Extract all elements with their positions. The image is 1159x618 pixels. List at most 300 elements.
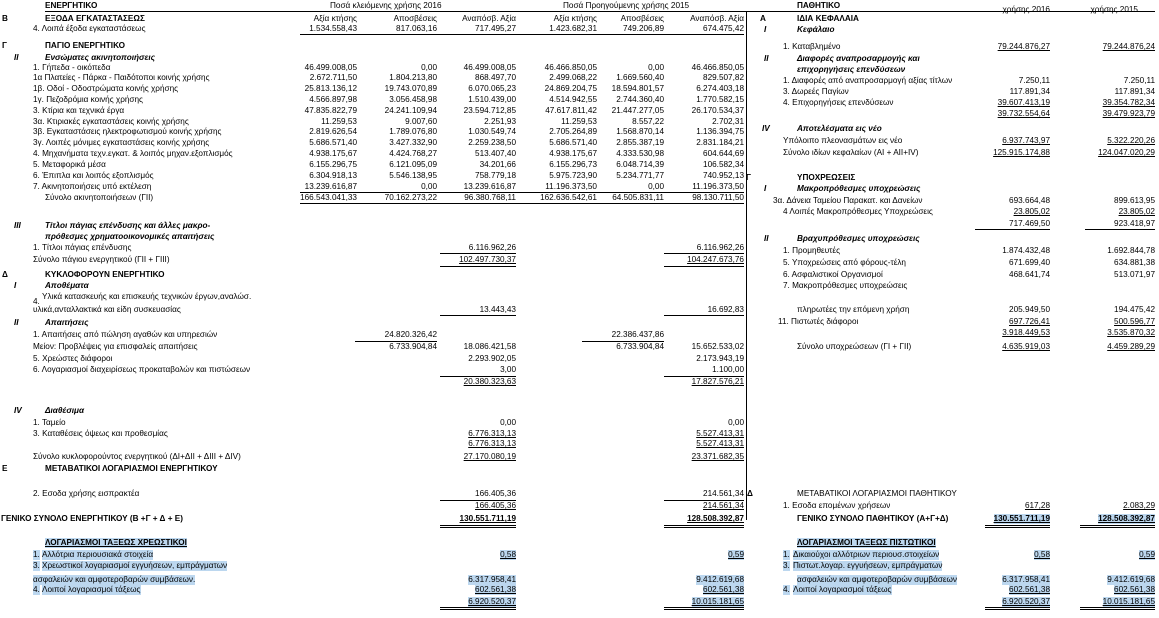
row-label: 1α Πλατείες - Πάρκα - Παιδότοποι κοινής χρήσης [33,73,210,82]
amount-cell: 693.664,48 [1009,196,1050,205]
row-number: 3. [783,561,790,570]
row-label: υλικά,ανταλλακτικά και είδη συσκευασίας [33,305,181,314]
amount-cell: 749.206,89 [623,24,664,33]
row-label: 1. Γήπεδα - οικόπεδα [33,63,111,72]
amount-cell: 740.952,13 [703,171,744,180]
amount-cell: 39.607.413,19 [997,98,1050,107]
column-header: Αξία κτήσης [553,14,597,23]
amount-cell: 0,00 [421,182,437,191]
amount-cell: 6.121.095,09 [389,160,437,169]
grand-total-label: ΓΕΝΙΚΟ ΣΥΝΟΛΟ ΕΝΕΡΓΗΤΙΚΟΥ (Β +Γ + Δ + Ε) [1,514,183,523]
amount-cell: 6.733.904,84 [616,342,664,351]
amount-cell: 3.427.332,90 [389,138,437,147]
rule [355,341,437,342]
amount-cell: 23.594.712,85 [463,106,516,115]
row-label: 1. Προμηθευτές [783,246,841,255]
row-label: 7. Μακροπρόθεσμες υποχρεώσεις [783,281,908,290]
rule [664,525,744,526]
row-label: 3γ. Λοιπές μόνιμες εγκαταστάσεις κοινής χρήσης [33,138,210,147]
row-label: 2. Εσοδα χρήσης εισπρακτέα [33,489,140,498]
row-label: 3α. Δάνεια Ταμείου Παρακατ. και Δανείων [773,196,923,205]
row-label: 11. Πιστωτές διάφοροι [778,317,859,326]
rule [440,609,516,610]
amount-cell: 2.083,29 [1123,501,1155,510]
roman-numeral: Ι [14,281,17,290]
row-number: 1. [33,550,40,559]
amount-cell: 2.744.360,40 [616,95,664,104]
amount-cell: 24.241.109,94 [384,106,437,115]
row-label: Υπόλοιπο πλεονασμάτων εις νέο [783,136,903,145]
row-label: 5. Υποχρεώσεις από φόρους-τέλη [783,258,906,267]
amount-cell: 96.380.768,11 [464,193,516,202]
rule [440,500,516,501]
amount-cell: 4.459.289,29 [1107,342,1155,351]
amount-cell: 46.499.008,05 [463,63,516,72]
amount-cell: 0,00 [648,63,664,72]
amount-cell: 46.466.850,05 [544,63,597,72]
amount-cell: 162.636.542,61 [540,193,597,202]
amount-cell: 758.779,18 [475,171,516,180]
amount-cell: 717.469,50 [1009,219,1050,228]
amount-cell: 20.380.323,63 [463,377,516,386]
header-rule [45,11,1155,12]
amount-cell: 7.250,11 [1123,76,1155,85]
amount-cell: 817.063,16 [396,24,437,33]
amount-cell: 46.499.008,05 [304,63,357,72]
row-label: 7. Ακινητοποιήσεις υπό εκτέλεση [33,182,152,191]
row-label: Χρεωστικοί λογαριασμοί εγγυήσεων, εμπράγματων [42,561,228,570]
amount-cell: 2.705.264,89 [549,127,597,136]
amount-cell: 0,00 [421,63,437,72]
amount-cell: 6.317.958,41 [468,575,516,584]
subsection-title: Ενσώματες ακινητοποιήσεις [45,53,156,62]
subsection-title: Κεφάλαιο [797,25,835,34]
amount-cell: 513.407,40 [475,149,516,158]
section-title: ΙΔΙΑ ΚΕΦΑΛΑΙΑ [797,14,859,23]
subsection-title: Τίτλοι πάγιας επένδυσης και άλλες μακρο- [45,221,211,230]
grand-total-label: ΓΕΝΙΚΟ ΣΥΝΟΛΟ ΠΑΘΗΤΙΚΟΥ (Α+Γ+Δ) [797,514,949,523]
amount-cell: 3,00 [500,365,516,374]
row-label: Σύνολο ακινητοποιήσεων (ΓΙΙ) [45,193,154,202]
amount-cell: 2.173.943,19 [696,354,744,363]
amount-cell: 2.251,93 [484,117,516,126]
rule [975,229,1050,230]
row-label: ασφαλειών και αμφοτεροβαρών συμβάσεων [797,575,958,584]
row-label: Μείον: Προβλέψεις για επισφαλείς απαιτήσεις [33,342,198,351]
subsection-title: πρόθεσμες χρηματοοικονομικές απαιτήσεις [45,232,215,241]
row-number: 3. [33,561,40,570]
rule [664,500,744,501]
column-header: Αποσβέσεις [620,14,664,23]
period-2016-label: Ποσά κλειόμενης χρήσης 2016 [330,1,442,10]
row-label: 1. Απαιτήσεις από πώληση αγαθών και υπηρεσιών [33,330,218,339]
amount-cell: 1.423.682,31 [549,24,597,33]
amount-cell: 697.726,41 [1009,317,1050,326]
amount-cell: 2.855.387,19 [616,138,664,147]
amount-cell: 1.770.582,15 [696,95,744,104]
row-label: 1. Ταμείο [33,418,66,427]
amount-cell: 829.507,82 [703,73,744,82]
amount-cell: 0,00 [728,418,744,427]
amount-cell: 13.443,43 [479,305,516,314]
amount-cell: 4.566.897,98 [309,95,357,104]
amount-cell: 0,58 [1034,550,1050,559]
amount-cell: 2.259.238,50 [468,138,516,147]
memo-title: ΛΟΓΑΡΙΑΣΜΟΙ ΤΑΞΕΩΣ ΧΡΕΩΣΤΙΚΟΙ [45,538,187,547]
amount-cell: 1.510.439,00 [468,95,516,104]
rule [300,34,744,35]
amount-cell: 46.466.850,05 [691,63,744,72]
amount-cell: 0,59 [728,550,744,559]
section-letter: Β [2,14,8,23]
amount-cell: 1.669.560,40 [616,73,664,82]
amount-cell: 923.418,97 [1114,219,1155,228]
amount-cell: 2.831.184,21 [696,138,744,147]
amount-cell: 98.130.711,50 [692,193,744,202]
amount-cell: 27.170.080,19 [463,452,516,461]
grand-total-amount: 128.508.392,87 [1098,514,1155,523]
rule [985,609,1050,610]
amount-cell: 5.686.571,40 [549,138,597,147]
subsection-title: επιχορηγήσεις επενδύσεων [797,65,906,74]
amount-cell: 7.250,11 [1018,76,1050,85]
amount-cell: 6.776.313,13 [468,439,516,448]
subsection-title: Διαφορές αναπροσαρμογής και [797,54,920,63]
amount-cell: 17.827.576,21 [691,377,744,386]
amount-cell: 124.047.020,29 [1098,148,1155,157]
amount-cell: 617,28 [1024,501,1050,510]
amount-cell: 11.259,53 [561,117,597,126]
amount-cell: 21.447.277,05 [611,106,664,115]
rule [300,192,744,193]
rule [664,315,744,316]
grand-total-amount: 130.551.711,19 [993,514,1050,523]
rule [1080,527,1155,528]
rule [1080,609,1155,610]
column-header: Αναπόσβ. Αξία [462,14,516,23]
rule [664,607,744,608]
row-label: Λοιποί λογαριασμοί τάξεως [42,585,141,594]
amount-cell: 899.613,95 [1114,196,1155,205]
amount-cell: 1.804.213,80 [389,73,437,82]
row-label: 1γ. Πεζοδρόμια κοινής χρήσης [33,95,143,104]
row-label: Πιστωτ.λογαρ. εγγυήσεων, εμπράγματων [793,561,943,570]
rule [440,253,516,254]
row-label: 1β. Οδοί - Οδοστρώματα κοινής χρήσης [33,84,179,93]
amount-cell: 11.259,53 [321,117,357,126]
amount-cell: 6.937.743,97 [1002,136,1050,145]
amount-cell: 6.920.520,37 [1002,597,1050,606]
rule [582,341,664,342]
roman-numeral: Ι [764,184,767,193]
amount-cell: 22.386.437,86 [611,330,664,339]
amount-cell: 4.635.919,03 [1002,342,1050,351]
amount-cell: 717.495,27 [475,24,516,33]
subsection-title: Διαθέσιμα [45,406,85,415]
amount-cell: 102.497.730,37 [459,255,516,264]
section-title: ΜΕΤΑΒΑΤΙΚΟΙ ΛΟΓΑΡΙΑΣΜΟΙ ΠΑΘΗΤΙΚΟΥ [797,489,957,498]
section-letter: Δ [2,270,8,279]
row-label: 6. Λογαριασμοί διαχειρίσεως προκαταβολών και πιστώσεων [33,365,251,374]
amount-cell: 18.594.801,57 [611,84,664,93]
grand-total-amount: 128.508.392,87 [687,514,744,523]
rule [1080,607,1155,608]
amount-cell: 604.644,69 [703,149,744,158]
row-label: Σύνολο ιδίων κεφαλαίων (ΑΙ + ΑΙΙ+ΙV) [783,148,919,157]
rule [300,203,744,204]
amount-cell: 500.596,77 [1114,317,1155,326]
amount-cell: 1.568.870,14 [616,127,664,136]
amount-cell: 5.527.413,31 [696,429,744,438]
amount-cell: 602.561,38 [475,585,516,594]
section-letter: Γ [2,41,7,50]
roman-numeral: ΙΙ [14,53,19,62]
row-number: 4. [33,585,40,594]
amount-cell: 1.136.394,75 [696,127,744,136]
amount-cell: 11.196.373,50 [692,182,744,191]
amount-cell: 166.543.041,33 [300,193,357,202]
row-label: Υλικά κατασκευής και επισκευής τεχνικών έργων,αναλώσ. [42,292,252,301]
section-title: ΜΕΤΑΒΑΤΙΚΟΙ ΛΟΓΑΡΙΑΣΜΟΙ ΕΝΕΡΓΗΤΙΚΟΥ [45,464,218,473]
row-label: 1. Τίτλοι πάγιας επένδυσης [33,243,132,252]
amount-cell: 1.692.844,78 [1107,246,1155,255]
row-label: Σύνολο κυκλοφορούντος ενεργητικού (ΔΙ+ΔΙΙ + ΔΙΙΙ + ΔΙV) [33,452,241,461]
amount-cell: 6.155.296,73 [549,160,597,169]
amount-cell: 10.015.181,65 [1102,597,1155,606]
rule [985,525,1050,526]
amount-cell: 18.086.421,58 [463,342,516,351]
amount-cell: 15.652.533,02 [691,342,744,351]
amount-cell: 868.497,70 [475,73,516,82]
amount-cell: 125.915.174,88 [993,148,1050,157]
rule [440,527,516,528]
amount-cell: 0,00 [500,418,516,427]
amount-cell: 106.582,34 [703,160,744,169]
amount-cell: 602.561,38 [1114,585,1155,594]
amount-cell: 64.505.831,11 [612,193,664,202]
amount-cell: 671.699,40 [1009,258,1050,267]
row-label: Λοιποί λογαριασμοί τάξεως [793,585,892,594]
amount-cell: 2.819.626,54 [309,127,357,136]
column-header: Αποσβέσεις [393,14,437,23]
amount-cell: 634.881,38 [1114,258,1155,267]
amount-cell: 8.557,22 [632,117,664,126]
amount-cell: 13.239.616,87 [463,182,516,191]
amount-cell: 3.918.449,53 [1002,328,1050,337]
subsection-title: Απαιτήσεις [45,318,89,327]
row-label: 1. Καταβλημένο [783,42,841,51]
row-label: 4. Επιχορηγήσεις επενδύσεων [783,98,894,107]
amount-cell: 6.920.520,37 [468,597,516,606]
row-label: 1. Εσοδα επομένων χρήσεων [783,501,891,510]
amount-cell: 0,58 [500,550,516,559]
row-label: Σύνολο πάγιου ενεργητικού (ΓΙΙ + ΓΙΙΙ) [33,255,170,264]
amount-cell: 468.641,74 [1009,270,1050,279]
amount-cell: 19.743.070,89 [384,84,437,93]
amount-cell: 5.686.571,40 [309,138,357,147]
column-divider [746,12,747,520]
amount-cell: 4.938.175,67 [549,149,597,158]
rule [440,315,516,316]
amount-cell: 6.116.962,26 [696,243,744,252]
row-label: 3α. Κτιριακές εγκαταστάσεις κοινής χρήσης [33,117,189,126]
subsection-title: Μακροπρόθεσμες υποχρεώσεις [797,184,921,193]
amount-cell: 2.672.711,50 [309,73,357,82]
amount-cell: 16.692,83 [707,305,744,314]
amount-cell: 79.244.876,24 [1102,42,1155,51]
amount-cell: 1.030.549,74 [468,127,516,136]
amount-cell: 0,59 [1139,550,1155,559]
row-label: 5. Μεταφορικά μέσα [33,160,106,169]
amount-cell: 79.244.876,27 [997,42,1050,51]
amount-cell: 6.274.403,18 [696,84,744,93]
amount-cell: 0,00 [648,182,664,191]
amount-cell: 104.247.673,76 [687,255,744,264]
subsection-title: Αποτελέσματα εις νέο [797,124,882,133]
amount-cell: 6.776.313,13 [468,429,516,438]
amount-cell: 24.820.326,42 [384,330,437,339]
rule [664,253,744,254]
amount-cell: 513.071,97 [1114,270,1155,279]
amount-cell: 5.322.220,26 [1107,136,1155,145]
rule [1080,525,1155,526]
roman-numeral: ΙΙΙ [14,221,21,230]
row-label: 6. Έπιπλα και λοιπός εξοπλισμός [33,171,154,180]
amount-cell: 5.527.413,31 [696,439,744,448]
amount-cell: 23.805,02 [1118,207,1155,216]
row-label: 3. Δωρεές Παγίων [783,87,849,96]
row-label: 4 Λοιπές Μακροπρόθεσμες Υποχρεώσεις [783,207,933,216]
amount-cell: 1.789.076,80 [389,127,437,136]
amount-cell: 166.405,36 [475,489,516,498]
amount-cell: 4.514.942,55 [549,95,597,104]
amount-cell: 6.317.958,41 [1002,575,1050,584]
row-label: 6. Ασφαλιστικοί Οργανισμοί [783,270,883,279]
amount-cell: 6.304.918,13 [309,171,357,180]
amount-cell: 166.405,36 [475,501,516,510]
row-label: πληρωτέες την επόμενη χρήση [797,305,910,314]
amount-cell: 602.561,38 [1009,585,1050,594]
rule [664,609,744,610]
rule [985,607,1050,608]
roman-numeral: ΙV [762,124,770,133]
subsection-title: Βραχυπρόθεσμες υποχρεώσεις [797,234,920,243]
year-2016-label: χρήσης 2016 [1002,5,1050,14]
row-label: 4. Μηχανήματα τεχν.εγκατ. & λοιπός μηχαν.εξοπλισμός [33,149,233,158]
amount-cell: 23.371.682,35 [691,452,744,461]
roman-numeral: ΙΙ [14,318,19,327]
subsection-title: Αποθέματα [45,281,89,290]
amount-cell: 4.333.530,98 [616,149,664,158]
amount-cell: 9.007,60 [405,117,437,126]
amount-cell: 4.938.175,67 [309,149,357,158]
column-header: Αναπόσβ. Αξία [690,14,744,23]
amount-cell: 1.874.432,48 [1002,246,1050,255]
amount-cell: 674.475,42 [703,24,744,33]
amount-cell: 39.732.554,64 [997,109,1050,118]
amount-cell: 117.891,34 [1009,87,1050,96]
row-number: 4. [783,585,790,594]
row-number: 4. [33,297,40,306]
roman-numeral: ΙV [14,406,22,415]
rule [1085,229,1155,230]
row-label: 5. Χρεώστες διάφοροι [33,354,113,363]
amount-cell: 3.056.458,98 [389,95,437,104]
amount-cell: 214.561,34 [703,501,744,510]
amount-cell: 5.546.138,95 [389,171,437,180]
roman-numeral: Ι [764,25,767,34]
row-label: Αλλότρια περιουσιακά στοιχεία [42,550,154,559]
amount-cell: 9.412.619,68 [1107,575,1155,584]
amount-cell: 194.475,42 [1114,305,1155,314]
amount-cell: 34.201,66 [479,160,516,169]
memo-title: ΛΟΓΑΡΙΑΣΜΟΙ ΤΑΞΕΩΣ ΠΙΣΤΩΤΙΚΟΙ [797,538,936,547]
amount-cell: 5.975.723,90 [549,171,597,180]
amount-cell: 5.234.771,77 [616,171,664,180]
row-label: Δικαιούχοι αλλότριων περιουσ.στοιχείων [793,550,940,559]
row-label: ασφαλειών και αμφοτεροβαρών συμβάσεων. [33,575,196,584]
amount-cell: 3.535.870,32 [1107,328,1155,337]
amount-cell: 26.170.534,37 [691,106,744,115]
rule [664,527,744,528]
section-title: ΥΠΟΧΡΕΩΣΕΙΣ [797,173,856,182]
amount-cell: 1.100,00 [712,365,744,374]
amount-cell: 117.891,34 [1114,87,1155,96]
column-header: Αξία κτήσης [313,14,357,23]
row-number: 1. [783,550,790,559]
roman-numeral: ΙΙ [764,54,769,63]
amount-cell: 4.424.768,27 [389,149,437,158]
amount-cell: 205.949,50 [1009,305,1050,314]
amount-cell: 214.561,34 [703,489,744,498]
grand-total-amount: 130.551.711,19 [459,514,516,523]
assets-title: ΕΝΕΡΓΗΤΙΚΟ [45,1,98,10]
period-2015-label: Ποσά Προηγούμενης χρήσης 2015 [563,1,690,10]
amount-cell: 24.869.204,75 [544,84,597,93]
amount-cell: 6.733.904,84 [389,342,437,351]
rule [440,607,516,608]
section-letter: Γ [746,173,751,182]
amount-cell: 25.813.136,12 [304,84,357,93]
amount-cell: 11.196.373,50 [545,182,597,191]
amount-cell: 13.239.616,87 [304,182,357,191]
amount-cell: 47.835.822,79 [304,106,357,115]
row-label: 1. Διαφορές από αναπροσαρμογή αξίας τίτλων [783,76,953,85]
amount-cell: 602.561,38 [703,585,744,594]
row-label: Σύνολο υποχρεώσεων (ΓΙ + ΓΙΙ) [797,342,912,351]
amount-cell: 10.015.181,65 [691,597,744,606]
amount-cell: 6.155.296,75 [309,160,357,169]
amount-cell: 2.702,31 [712,117,744,126]
amount-cell: 39.354.782,34 [1102,98,1155,107]
year-2015-label: χρήσης 2015 [1090,5,1138,14]
rule [440,266,516,267]
row-label: 3. Καταθέσεις όψεως και προθεσμίας [33,429,168,438]
row-label: 3. Κτίρια και τεχνικά έργα [33,106,125,115]
section-title: ΠΑΓΙΟ ΕΝΕΡΓΗΤΙΚΟ [45,41,125,50]
amount-cell: 1.534.558,43 [309,24,357,33]
rule [440,525,516,526]
amount-cell: 2.293.902,05 [468,354,516,363]
amount-cell: 39.479.923,79 [1102,109,1155,118]
amount-cell: 2.499.068,22 [549,73,597,82]
rule [664,266,744,267]
amount-cell: 6.048.714,39 [616,160,664,169]
amount-cell: 47.617.811,42 [545,106,597,115]
liabilities-title: ΠΑΘΗΤΙΚΟ [797,1,841,10]
amount-cell: 23.805,02 [1013,207,1050,216]
amount-cell: 6.116.962,26 [468,243,516,252]
